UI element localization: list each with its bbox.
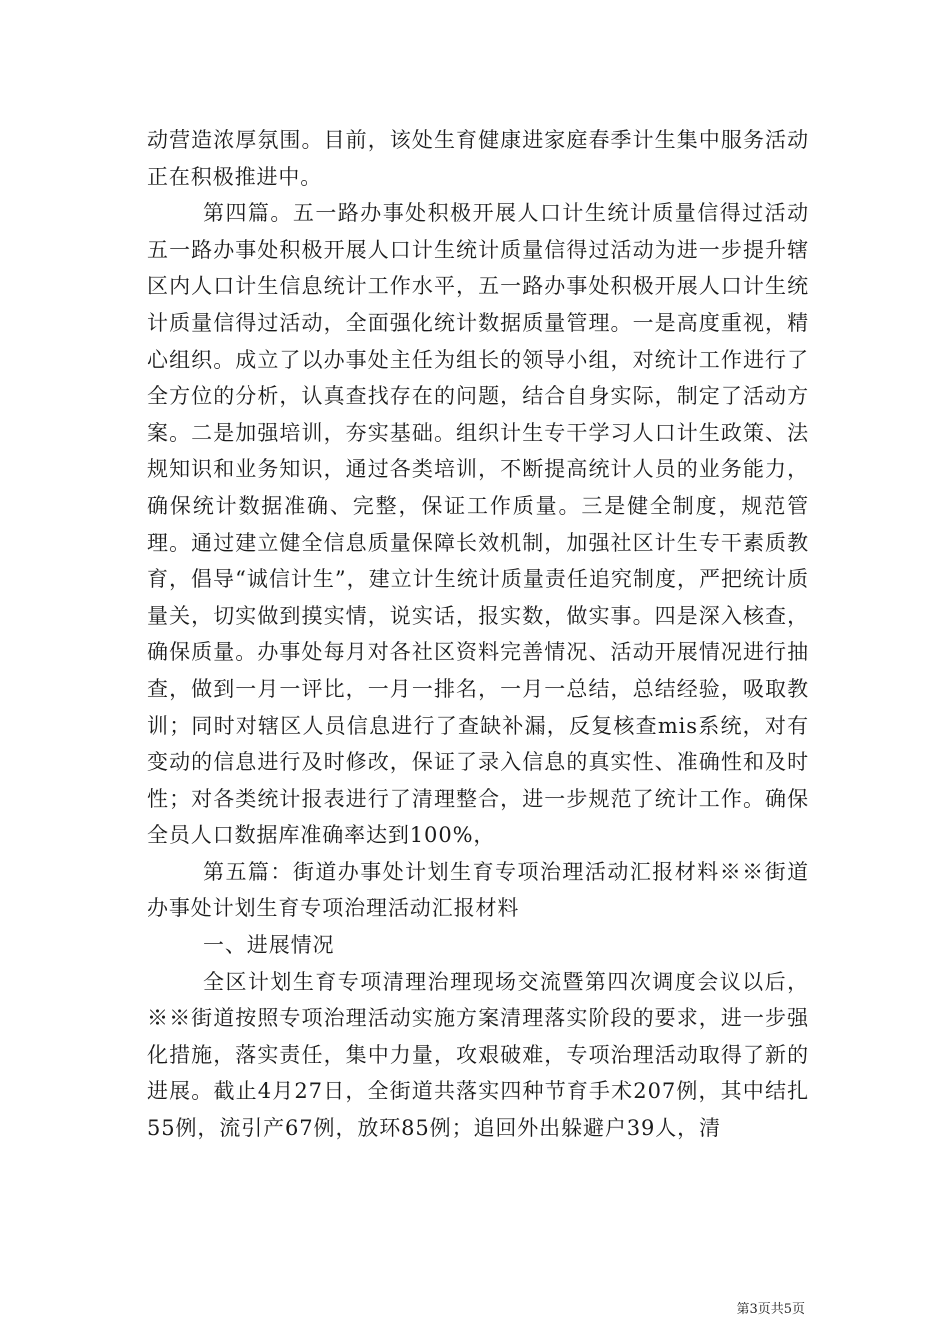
paragraph-3: 第五篇：街道办事处计划生育专项治理活动汇报材料※※街道办事处计划生育专项治理活动汇报材料 [147, 859, 809, 921]
paragraph-1: 动营造浓厚氛围。目前，该处生育健康进家庭春季计生集中服务活动正在积极推进中。 [147, 128, 809, 189]
paragraph-4: 一、进展情况 [203, 933, 335, 958]
paragraph-2: 第四篇。五一路办事处积极开展人口计生统计质量信得过活动五一路办事处积极开展人口计生统计质量信得过活动为进一步提升辖区内人口计生信息统计工作水平，五一路办事处积极开展人口计生统计质量信得过活动，全面强化统计数据质量管理。一是高度重视，精心组织。成立了以办事处主任为组长的领导小组，对统计工作进行了全方位的分析，认真查找存在的问题，结合自身实际，制定了活动方案。二是加强培训，夯实基础。组织计生专干学习人口计生政策、法规知识和业务知识，通过各类培训，不断提高统计人员的业务能力，确保统计数据准确、完整，保证工作质量。三是健全制度，规范管理。通过建立健全信息质量保障长效机制，加强社区计生专干素质教育，倡导“诚信计生”，建立计生统计质量责任追究制度，严把统计质量关，切实做到摸实情，说实话，报实数，做实事。四是深入核查，确保质量。办事处每月对各社区资料完善情况、活动开展情况进行抽查，做到一月一评比，一月一排名，一月一总结，总结经验，吸取教训；同时对辖区人员信息进行了查缺补漏，反复核查mis系统，对有变动的信息进行及时修改，保证了录入信息的真实性、准确性和及时性；对各类统计报表进行了清理整合，进一步规范了统计工作。确保全员人口数据库准确率达到100%， [147, 201, 809, 848]
paragraph-5: 全区计划生育专项清理治理现场交流暨第四次调度会议以后，※※街道按照专项治理活动实施方案清理落实阶段的要求，进一步强化措施，落实责任，集中力量，攻艰破难，专项治理活动取得了新的进展。截止4月27日，全街道共落实四种节育手术207例，其中结扎55例，流引产67例，放环85例；追回外出躲避户39人，清 [147, 969, 809, 1141]
document-body [147, 122, 809, 1147]
page-number: 第3页共5页 [736, 1302, 805, 1317]
